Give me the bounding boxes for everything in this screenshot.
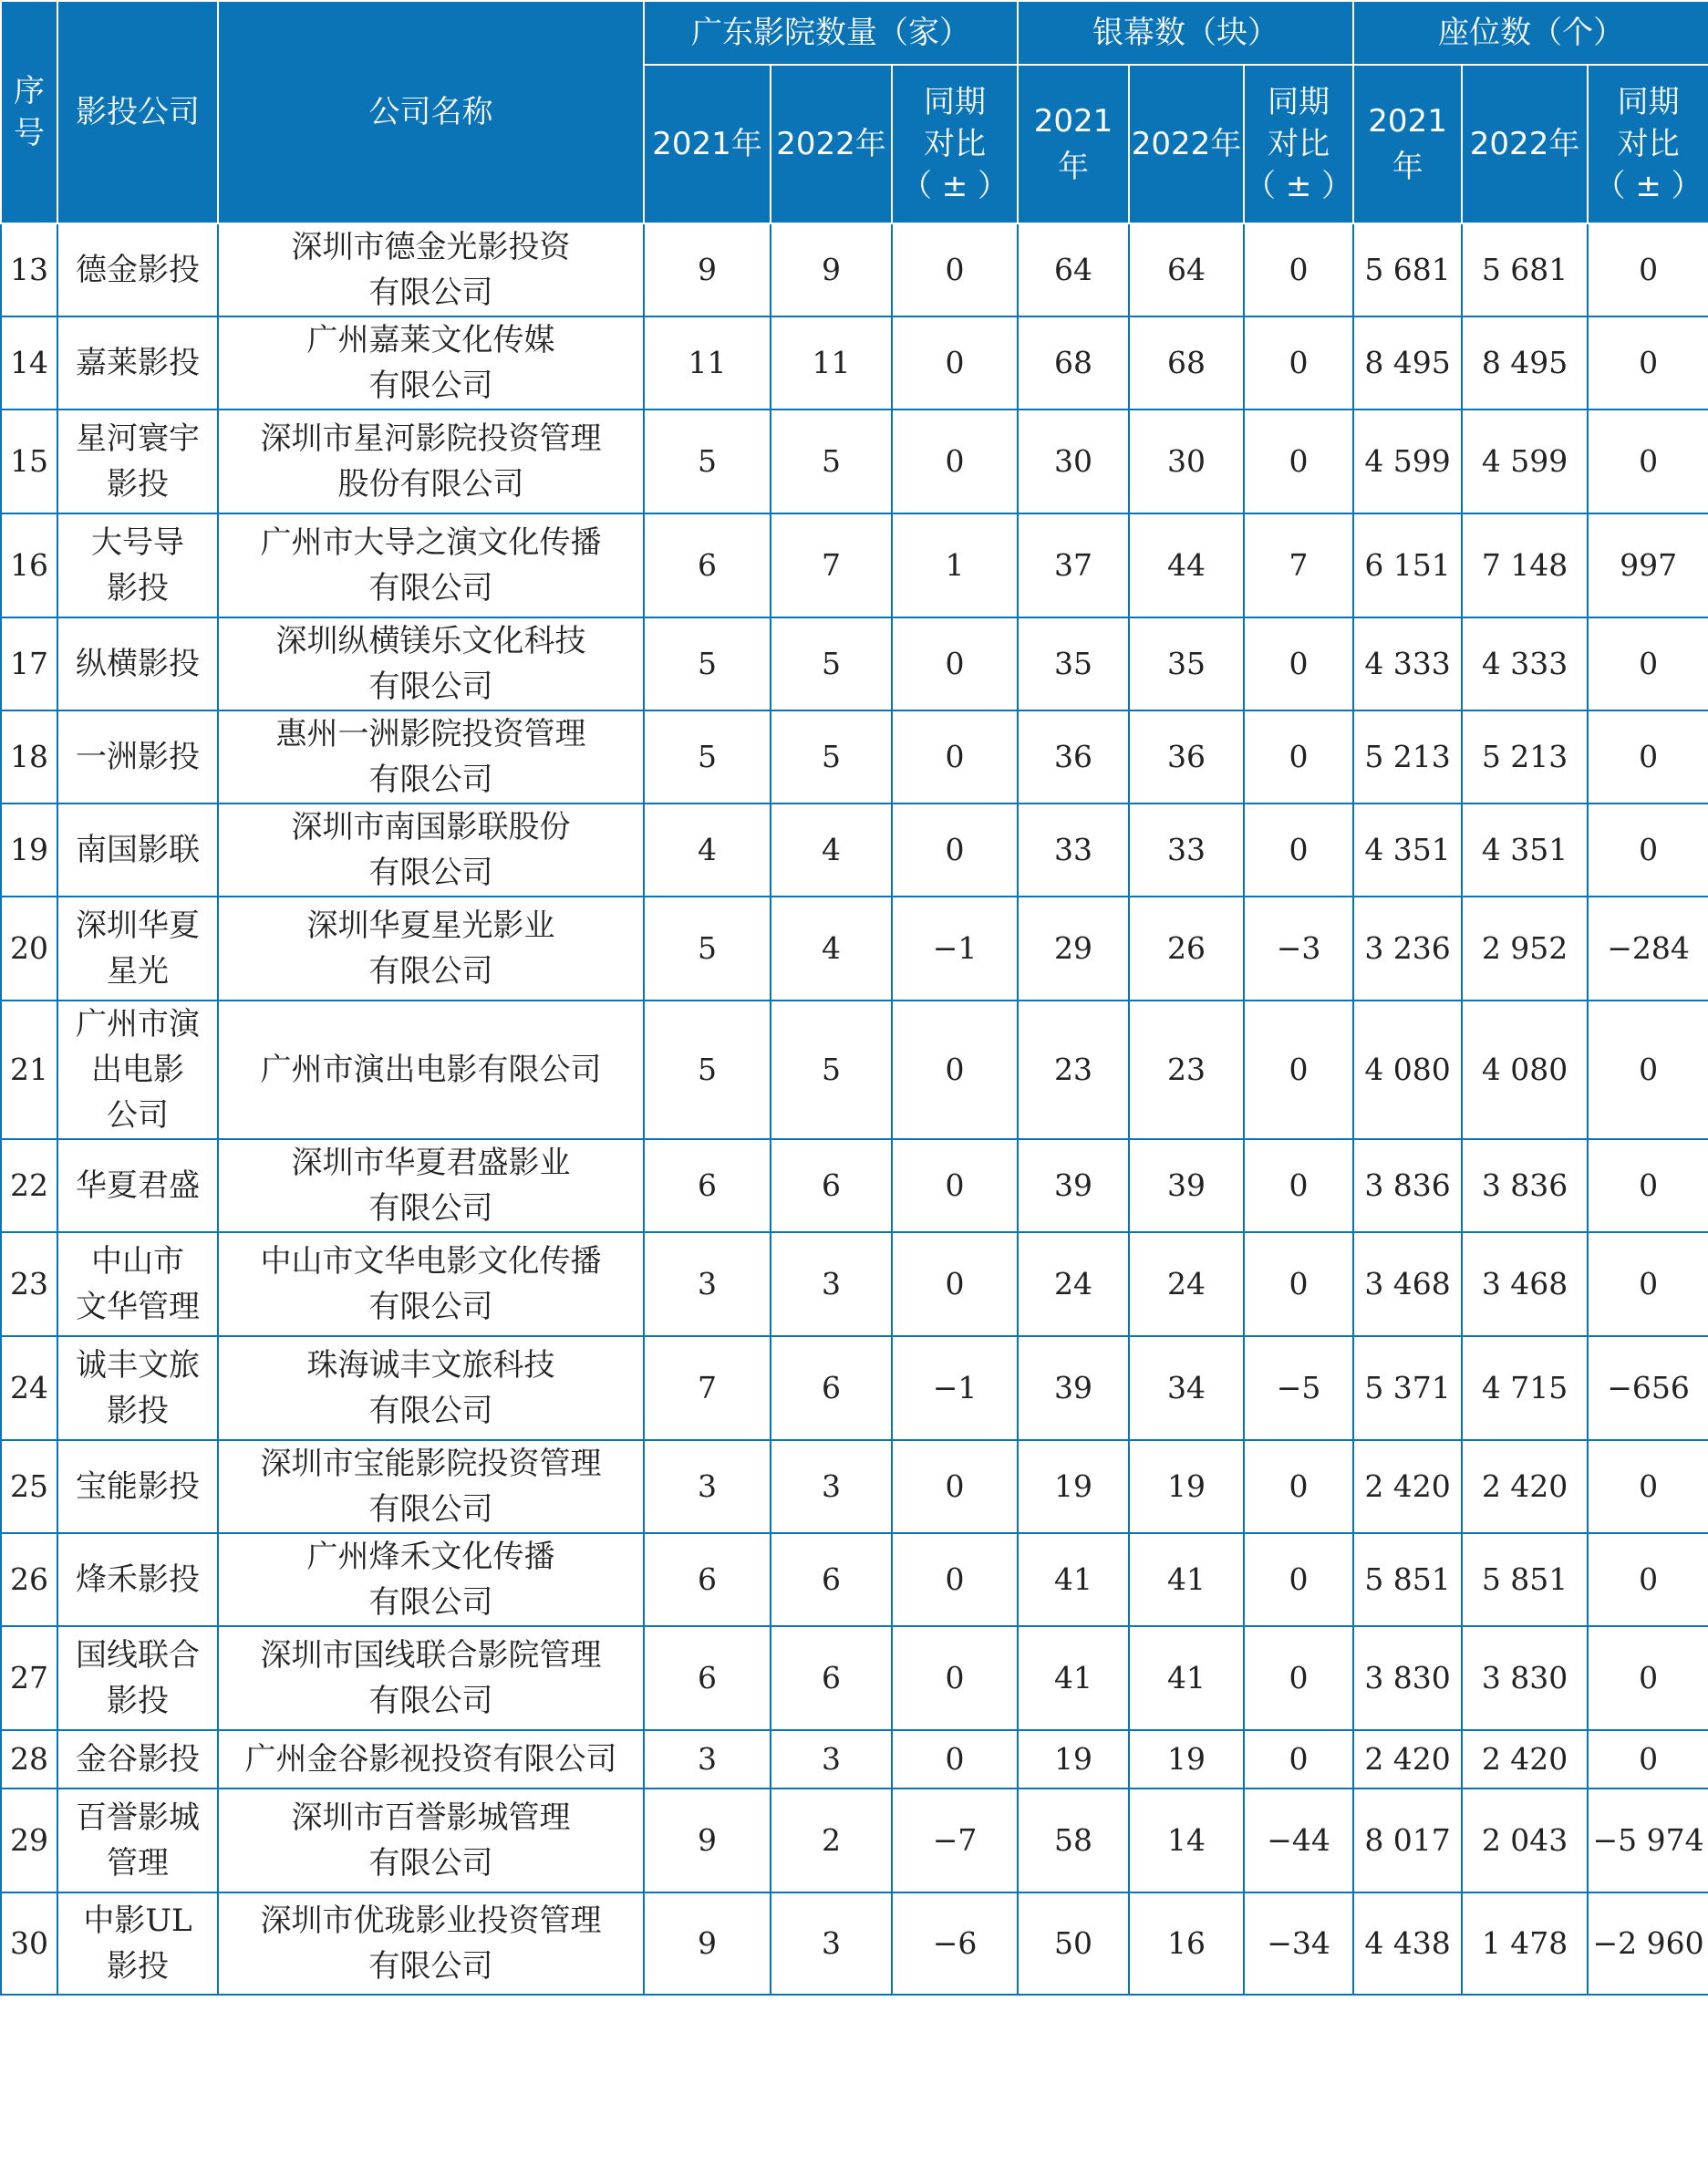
row-seats-2022: 4 351	[1462, 804, 1588, 897]
row-index: 15	[1, 410, 57, 513]
row-cinemas-yoy: 0	[892, 1626, 1018, 1730]
row-cinemas-yoy: 0	[892, 1139, 1018, 1232]
row-cinemas-2021: 5	[644, 1001, 771, 1139]
row-screens-2022: 23	[1129, 1001, 1244, 1139]
row-investor: 金谷影投	[57, 1730, 218, 1789]
row-screens-yoy: 0	[1244, 1533, 1353, 1626]
row-cinemas-2022: 7	[771, 513, 892, 617]
row-screens-2022: 64	[1129, 223, 1244, 316]
row-index: 14	[1, 316, 57, 410]
row-screens-2021: 36	[1018, 710, 1129, 804]
header-screens-2022: 2022年	[1129, 65, 1244, 223]
row-screens-2021: 23	[1018, 1001, 1129, 1139]
row-seats-2022: 4 599	[1462, 410, 1588, 513]
header-index: 序 号	[1, 1, 57, 223]
row-seats-2022: 2 420	[1462, 1730, 1588, 1789]
row-cinemas-yoy: 0	[892, 804, 1018, 897]
row-screens-2022: 19	[1129, 1730, 1244, 1789]
row-seats-2022: 2 043	[1462, 1789, 1588, 1892]
row-cinemas-yoy: 0	[892, 1533, 1018, 1626]
row-cinemas-yoy: −1	[892, 897, 1018, 1001]
row-screens-2021: 37	[1018, 513, 1129, 617]
row-screens-yoy: −44	[1244, 1789, 1353, 1892]
header-seats-2022: 2022年	[1462, 65, 1588, 223]
row-seats-yoy: 0	[1588, 223, 1708, 316]
row-investor: 广州市演 出电影 公司	[57, 1001, 218, 1139]
row-cinemas-2021: 6	[644, 1533, 771, 1626]
table-row	[1, 1440, 1708, 1533]
row-seats-2021: 3 836	[1353, 1139, 1462, 1232]
row-seats-2021: 2 420	[1353, 1440, 1462, 1533]
header-cinemas-yoy: 同期 对比 （ ± ）	[892, 65, 1018, 223]
row-seats-2022: 3 830	[1462, 1626, 1588, 1730]
row-index: 27	[1, 1626, 57, 1730]
row-seats-2021: 6 151	[1353, 513, 1462, 617]
row-seats-yoy: 0	[1588, 1232, 1708, 1336]
row-screens-yoy: 0	[1244, 710, 1353, 804]
row-investor: 中山市 文华管理	[57, 1232, 218, 1336]
row-investor: 南国影联	[57, 804, 218, 897]
header-group-seats: 座位数（个）	[1353, 1, 1708, 65]
table-row	[1, 1533, 1708, 1626]
row-seats-yoy: 0	[1588, 1626, 1708, 1730]
row-screens-2022: 35	[1129, 617, 1244, 710]
row-company: 深圳市百誉影城管理 有限公司	[218, 1789, 644, 1892]
row-screens-yoy: 0	[1244, 617, 1353, 710]
row-index: 24	[1, 1336, 57, 1440]
row-index: 16	[1, 513, 57, 617]
row-cinemas-2022: 11	[771, 316, 892, 410]
table-row	[1, 1626, 1708, 1730]
row-cinemas-yoy: 0	[892, 1232, 1018, 1336]
row-seats-2021: 8 017	[1353, 1789, 1462, 1892]
row-screens-2021: 64	[1018, 223, 1129, 316]
row-screens-2022: 41	[1129, 1626, 1244, 1730]
row-cinemas-2022: 5	[771, 1001, 892, 1139]
row-seats-2022: 5 213	[1462, 710, 1588, 804]
row-seats-2022: 4 333	[1462, 617, 1588, 710]
row-cinemas-2022: 5	[771, 617, 892, 710]
row-seats-yoy: 0	[1588, 1440, 1708, 1533]
row-screens-2021: 39	[1018, 1336, 1129, 1440]
row-company: 中山市文华电影文化传播 有限公司	[218, 1232, 644, 1336]
row-screens-2021: 68	[1018, 316, 1129, 410]
row-investor: 烽禾影投	[57, 1533, 218, 1626]
row-company: 深圳纵横镁乐文化科技 有限公司	[218, 617, 644, 710]
row-company: 深圳市星河影院投资管理 股份有限公司	[218, 410, 644, 513]
row-screens-yoy: −5	[1244, 1336, 1353, 1440]
row-company: 深圳市南国影联股份 有限公司	[218, 804, 644, 897]
table-row	[1, 1139, 1708, 1232]
table-row	[1, 617, 1708, 710]
row-company: 深圳市德金光影投资 有限公司	[218, 223, 644, 316]
table-body	[1, 223, 1708, 1995]
row-seats-2021: 4 333	[1353, 617, 1462, 710]
header-cinemas-2022: 2022年	[771, 65, 892, 223]
row-screens-2022: 16	[1129, 1892, 1244, 1995]
row-seats-2022: 2 952	[1462, 897, 1588, 1001]
row-cinemas-yoy: 1	[892, 513, 1018, 617]
row-index: 21	[1, 1001, 57, 1139]
header-company: 公司名称	[218, 1, 644, 223]
row-cinemas-yoy: 0	[892, 617, 1018, 710]
row-screens-2022: 24	[1129, 1232, 1244, 1336]
row-seats-2022: 3 468	[1462, 1232, 1588, 1336]
row-cinemas-yoy: 0	[892, 710, 1018, 804]
row-screens-2021: 19	[1018, 1730, 1129, 1789]
row-cinemas-2022: 3	[771, 1232, 892, 1336]
row-cinemas-2021: 5	[644, 710, 771, 804]
header-group-screens: 银幕数（块）	[1018, 1, 1353, 65]
row-seats-yoy: −284	[1588, 897, 1708, 1001]
row-cinemas-2021: 7	[644, 1336, 771, 1440]
row-index: 20	[1, 897, 57, 1001]
row-screens-2022: 30	[1129, 410, 1244, 513]
row-cinemas-2021: 6	[644, 1139, 771, 1232]
header-seats-2021: 2021年	[1353, 65, 1462, 223]
row-seats-yoy: 0	[1588, 804, 1708, 897]
row-cinemas-2022: 9	[771, 223, 892, 316]
row-screens-yoy: 0	[1244, 1626, 1353, 1730]
row-seats-yoy: 0	[1588, 1730, 1708, 1789]
row-screens-2022: 19	[1129, 1440, 1244, 1533]
row-index: 28	[1, 1730, 57, 1789]
row-company: 珠海诚丰文旅科技 有限公司	[218, 1336, 644, 1440]
row-company: 深圳市华夏君盛影业 有限公司	[218, 1139, 644, 1232]
row-cinemas-2021: 9	[644, 223, 771, 316]
row-seats-yoy: −2 960	[1588, 1892, 1708, 1995]
header-group-cinemas: 广东影院数量（家）	[644, 1, 1018, 65]
row-cinemas-2022: 6	[771, 1533, 892, 1626]
row-seats-2021: 8 495	[1353, 316, 1462, 410]
table-row	[1, 1730, 1708, 1789]
row-investor: 诚丰文旅 影投	[57, 1336, 218, 1440]
row-seats-2022: 4 080	[1462, 1001, 1588, 1139]
row-screens-2022: 41	[1129, 1533, 1244, 1626]
row-cinemas-2022: 3	[771, 1892, 892, 1995]
row-seats-yoy: 0	[1588, 710, 1708, 804]
row-seats-yoy: 0	[1588, 1533, 1708, 1626]
row-seats-yoy: 0	[1588, 1139, 1708, 1232]
row-company: 广州市演出电影有限公司	[218, 1001, 644, 1139]
row-screens-yoy: −3	[1244, 897, 1353, 1001]
row-cinemas-2021: 6	[644, 513, 771, 617]
row-investor: 德金影投	[57, 223, 218, 316]
row-screens-2021: 24	[1018, 1232, 1129, 1336]
row-screens-2021: 35	[1018, 617, 1129, 710]
row-index: 30	[1, 1892, 57, 1995]
row-seats-2021: 4 080	[1353, 1001, 1462, 1139]
header-screens-2021: 2021年	[1018, 65, 1129, 223]
row-seats-yoy: 997	[1588, 513, 1708, 617]
row-cinemas-2022: 2	[771, 1789, 892, 1892]
row-screens-2022: 36	[1129, 710, 1244, 804]
table-row	[1, 513, 1708, 617]
row-screens-2022: 68	[1129, 316, 1244, 410]
row-company: 广州市大导之演文化传播 有限公司	[218, 513, 644, 617]
row-screens-yoy: 0	[1244, 1232, 1353, 1336]
row-investor: 星河寰宇 影投	[57, 410, 218, 513]
row-cinemas-yoy: 0	[892, 1001, 1018, 1139]
row-screens-yoy: 0	[1244, 316, 1353, 410]
row-cinemas-yoy: −1	[892, 1336, 1018, 1440]
row-cinemas-2021: 3	[644, 1730, 771, 1789]
row-seats-2021: 2 420	[1353, 1730, 1462, 1789]
row-company: 深圳华夏星光影业 有限公司	[218, 897, 644, 1001]
row-cinemas-yoy: 0	[892, 1440, 1018, 1533]
row-investor: 华夏君盛	[57, 1139, 218, 1232]
row-company: 广州嘉莱文化传媒 有限公司	[218, 316, 644, 410]
row-screens-2021: 33	[1018, 804, 1129, 897]
table-header	[1, 1, 1708, 223]
table-row	[1, 410, 1708, 513]
row-screens-2021: 30	[1018, 410, 1129, 513]
row-cinemas-2022: 3	[771, 1440, 892, 1533]
row-seats-2022: 8 495	[1462, 316, 1588, 410]
table-row	[1, 223, 1708, 316]
row-seats-2021: 3 830	[1353, 1626, 1462, 1730]
table-row	[1, 804, 1708, 897]
row-seats-2021: 5 681	[1353, 223, 1462, 316]
row-cinemas-2021: 11	[644, 316, 771, 410]
row-seats-2022: 5 681	[1462, 223, 1588, 316]
row-cinemas-2021: 6	[644, 1626, 771, 1730]
row-cinemas-2022: 4	[771, 804, 892, 897]
row-cinemas-2022: 6	[771, 1336, 892, 1440]
table-row	[1, 1789, 1708, 1892]
header-investor: 影投公司	[57, 1, 218, 223]
row-screens-yoy: 0	[1244, 1139, 1353, 1232]
row-cinemas-2021: 5	[644, 410, 771, 513]
row-screens-yoy: 0	[1244, 410, 1353, 513]
row-cinemas-yoy: −7	[892, 1789, 1018, 1892]
row-screens-2021: 39	[1018, 1139, 1129, 1232]
row-cinemas-yoy: 0	[892, 1730, 1018, 1789]
row-index: 26	[1, 1533, 57, 1626]
row-screens-2021: 50	[1018, 1892, 1129, 1995]
row-seats-yoy: −5 974	[1588, 1789, 1708, 1892]
row-seats-yoy: 0	[1588, 1001, 1708, 1139]
header-seats-yoy: 同期 对比 （ ± ）	[1588, 65, 1708, 223]
row-cinemas-2022: 3	[771, 1730, 892, 1789]
row-cinemas-2022: 5	[771, 410, 892, 513]
row-screens-2021: 19	[1018, 1440, 1129, 1533]
row-investor: 宝能影投	[57, 1440, 218, 1533]
row-cinemas-yoy: 0	[892, 223, 1018, 316]
row-cinemas-2022: 5	[771, 710, 892, 804]
row-screens-2021: 41	[1018, 1626, 1129, 1730]
row-cinemas-2022: 6	[771, 1626, 892, 1730]
row-investor: 纵横影投	[57, 617, 218, 710]
row-investor: 嘉莱影投	[57, 316, 218, 410]
row-cinemas-2021: 3	[644, 1232, 771, 1336]
table-row	[1, 316, 1708, 410]
row-screens-yoy: −34	[1244, 1892, 1353, 1995]
row-screens-2021: 58	[1018, 1789, 1129, 1892]
row-investor: 中影UL 影投	[57, 1892, 218, 1995]
row-cinemas-2021: 9	[644, 1892, 771, 1995]
row-cinemas-yoy: 0	[892, 316, 1018, 410]
row-screens-2022: 14	[1129, 1789, 1244, 1892]
row-seats-2021: 3 468	[1353, 1232, 1462, 1336]
row-screens-yoy: 0	[1244, 804, 1353, 897]
table-row	[1, 1336, 1708, 1440]
row-seats-2021: 5 213	[1353, 710, 1462, 804]
row-investor: 大号导 影投	[57, 513, 218, 617]
row-screens-yoy: 7	[1244, 513, 1353, 617]
row-index: 29	[1, 1789, 57, 1892]
row-index: 22	[1, 1139, 57, 1232]
header-cinemas-2021: 2021年	[644, 65, 771, 223]
row-investor: 一洲影投	[57, 710, 218, 804]
row-cinemas-2021: 3	[644, 1440, 771, 1533]
row-index: 23	[1, 1232, 57, 1336]
row-company: 惠州一洲影院投资管理 有限公司	[218, 710, 644, 804]
row-seats-yoy: −656	[1588, 1336, 1708, 1440]
row-seats-2022: 5 851	[1462, 1533, 1588, 1626]
row-cinemas-yoy: 0	[892, 410, 1018, 513]
header-screens-yoy: 同期 对比 （ ± ）	[1244, 65, 1353, 223]
row-seats-2022: 4 715	[1462, 1336, 1588, 1440]
row-cinemas-2021: 5	[644, 617, 771, 710]
row-seats-yoy: 0	[1588, 617, 1708, 710]
row-seats-2021: 4 438	[1353, 1892, 1462, 1995]
table-row	[1, 1001, 1708, 1139]
row-screens-2022: 33	[1129, 804, 1244, 897]
row-company: 广州烽禾文化传播 有限公司	[218, 1533, 644, 1626]
table-row	[1, 1232, 1708, 1336]
row-screens-yoy: 0	[1244, 1001, 1353, 1139]
row-seats-2022: 3 836	[1462, 1139, 1588, 1232]
row-seats-2021: 3 236	[1353, 897, 1462, 1001]
row-company: 广州金谷影视投资有限公司	[218, 1730, 644, 1789]
row-screens-2022: 39	[1129, 1139, 1244, 1232]
table-row	[1, 897, 1708, 1001]
row-investor: 国线联合 影投	[57, 1626, 218, 1730]
row-seats-2021: 4 599	[1353, 410, 1462, 513]
row-seats-2021: 4 351	[1353, 804, 1462, 897]
row-seats-2021: 5 851	[1353, 1533, 1462, 1626]
row-index: 25	[1, 1440, 57, 1533]
row-seats-yoy: 0	[1588, 316, 1708, 410]
row-cinemas-2021: 4	[644, 804, 771, 897]
row-screens-2022: 26	[1129, 897, 1244, 1001]
row-screens-2021: 29	[1018, 897, 1129, 1001]
row-cinemas-2021: 5	[644, 897, 771, 1001]
row-screens-yoy: 0	[1244, 1440, 1353, 1533]
row-seats-yoy: 0	[1588, 410, 1708, 513]
row-screens-2022: 44	[1129, 513, 1244, 617]
row-index: 18	[1, 710, 57, 804]
row-investor: 深圳华夏 星光	[57, 897, 218, 1001]
row-cinemas-yoy: −6	[892, 1892, 1018, 1995]
row-screens-2021: 41	[1018, 1533, 1129, 1626]
row-company: 深圳市宝能影院投资管理 有限公司	[218, 1440, 644, 1533]
row-seats-2022: 7 148	[1462, 513, 1588, 617]
row-screens-2022: 34	[1129, 1336, 1244, 1440]
row-cinemas-2022: 6	[771, 1139, 892, 1232]
row-screens-yoy: 0	[1244, 1730, 1353, 1789]
row-index: 19	[1, 804, 57, 897]
row-index: 13	[1, 223, 57, 316]
table-row	[1, 1892, 1708, 1995]
row-seats-2021: 5 371	[1353, 1336, 1462, 1440]
row-screens-yoy: 0	[1244, 223, 1353, 316]
row-investor: 百誉影城 管理	[57, 1789, 218, 1892]
table-row	[1, 710, 1708, 804]
row-seats-2022: 1 478	[1462, 1892, 1588, 1995]
row-company: 深圳市优珑影业投资管理 有限公司	[218, 1892, 644, 1995]
row-seats-2022: 2 420	[1462, 1440, 1588, 1533]
row-index: 17	[1, 617, 57, 710]
row-company: 深圳市国线联合影院管理 有限公司	[218, 1626, 644, 1730]
row-cinemas-2021: 9	[644, 1789, 771, 1892]
row-cinemas-2022: 4	[771, 897, 892, 1001]
